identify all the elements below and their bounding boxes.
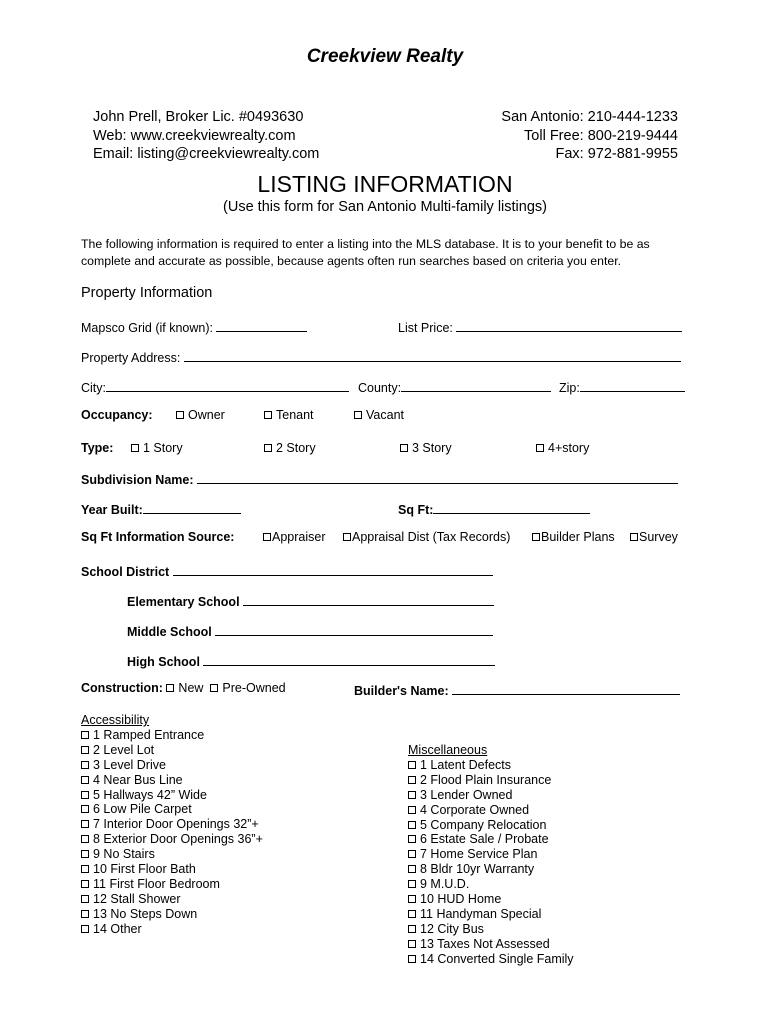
form-subtitle: (Use this form for San Antonio Multi-family listings) [223, 199, 547, 215]
accessibility-item-label: 7 Interior Door Openings 32”+ [93, 817, 259, 832]
accessibility-item-label: 1 Ramped Entrance [93, 727, 205, 742]
builder-name-label: Builder's Name: [354, 684, 449, 698]
high-school-field[interactable] [203, 652, 495, 666]
checkbox-icon[interactable] [81, 925, 89, 933]
occupancy-vacant-option[interactable] [354, 408, 404, 422]
high-school-label: High School [127, 655, 200, 669]
miscellaneous-item-label: 14 Converted Single Family [420, 951, 574, 966]
company-name: Creekview Realty [306, 46, 464, 67]
occupancy-tenant-option[interactable] [264, 408, 314, 422]
address-label: Property Address: [81, 351, 181, 365]
source-appraiser-option[interactable] [263, 530, 326, 544]
type-2-story-label: 2 Story [276, 441, 316, 455]
checkbox-icon[interactable] [408, 821, 416, 829]
miscellaneous-item[interactable] [408, 758, 574, 773]
address-field[interactable] [184, 348, 681, 362]
checkbox-icon[interactable] [343, 533, 351, 541]
miscellaneous-item[interactable] [408, 818, 574, 833]
builder-name-field[interactable] [452, 681, 680, 695]
checkbox-icon[interactable] [81, 910, 89, 918]
checkbox-icon[interactable] [408, 776, 416, 784]
broker-line: John Prell, Broker Lic. #0493630 [93, 109, 304, 125]
checkbox-icon[interactable] [408, 910, 416, 918]
city-row [81, 378, 349, 395]
checkbox-icon[interactable] [536, 444, 544, 452]
miscellaneous-item-label: 1 Latent Defects [420, 757, 512, 772]
high-school-row [127, 652, 495, 669]
occupancy-label: Occupancy: [81, 408, 153, 422]
checkbox-icon[interactable] [408, 835, 416, 843]
construction-preowned-option[interactable] [210, 681, 285, 695]
year-built-label: Year Built: [81, 503, 143, 517]
county-label: County: [358, 381, 402, 395]
mapsco-field[interactable] [216, 318, 307, 332]
accessibility-heading: Accessibility [81, 713, 150, 727]
type-1-story-option[interactable] [131, 441, 183, 455]
construction-label: Construction: [81, 681, 163, 695]
school-district-row [81, 562, 493, 579]
source-appraisal-dist-option[interactable] [343, 530, 510, 544]
accessibility-item[interactable] [81, 728, 263, 743]
accessibility-item-label: 14 Other [93, 921, 142, 936]
miscellaneous-item-label: 4 Corporate Owned [420, 802, 530, 817]
accessibility-item-label: 10 First Floor Bath [93, 862, 196, 877]
checkbox-icon[interactable] [81, 746, 89, 754]
construction-new-option[interactable] [166, 681, 203, 695]
checkbox-icon[interactable] [81, 850, 89, 858]
section-title: Property Information [81, 285, 213, 301]
accessibility-item[interactable] [81, 817, 263, 832]
checkbox-icon[interactable] [81, 805, 89, 813]
accessibility-item[interactable] [81, 847, 263, 862]
miscellaneous-item[interactable] [408, 847, 574, 862]
miscellaneous-item-label: 2 Flood Plain Insurance [420, 772, 552, 787]
accessibility-item-label: 13 No Steps Down [93, 906, 198, 921]
accessibility-item-label: 5 Hallways 42” Wide [93, 787, 207, 802]
checkbox-icon[interactable] [264, 411, 272, 419]
miscellaneous-item[interactable] [408, 788, 574, 803]
miscellaneous-item[interactable] [408, 952, 574, 967]
checkbox-icon[interactable] [81, 835, 89, 843]
accessibility-item[interactable] [81, 892, 263, 907]
miscellaneous-item-label: 9 M.U.D. [420, 877, 470, 892]
miscellaneous-item-label: 6 Estate Sale / Probate [420, 832, 549, 847]
sqft-label: Sq Ft: [398, 503, 434, 517]
type-1-story-label: 1 Story [143, 441, 183, 455]
accessibility-item[interactable] [81, 802, 263, 817]
accessibility-item-label: 9 No Stairs [93, 847, 155, 862]
occupancy-tenant-label: Tenant [276, 408, 314, 422]
checkbox-icon[interactable] [408, 880, 416, 888]
miscellaneous-item[interactable] [408, 803, 574, 818]
mapsco-row [81, 318, 307, 335]
middle-school-row [127, 622, 493, 639]
miscellaneous-item-label: 12 City Bus [420, 921, 484, 936]
accessibility-item-label: 12 Stall Shower [93, 891, 181, 906]
sqft-source-label: Sq Ft Information Source: [81, 530, 235, 544]
construction-new-label: New [178, 681, 204, 695]
type-4plus-story-label: 4+story [548, 441, 590, 455]
web-line: Web: www.creekviewrealty.com [93, 127, 296, 144]
year-built-row [81, 500, 241, 517]
miscellaneous-heading: Miscellaneous [408, 743, 488, 757]
list-price-field[interactable] [456, 318, 682, 332]
checkbox-icon[interactable] [408, 850, 416, 858]
type-4plus-story-option[interactable] [536, 441, 589, 455]
subdivision-label: Subdivision Name: [81, 473, 194, 487]
miscellaneous-item-label: 13 Taxes Not Assessed [420, 936, 550, 951]
broker-contact-info [93, 108, 319, 164]
city-label: City: [81, 381, 106, 395]
checkbox-icon[interactable] [81, 731, 89, 739]
accessibility-item-label: 11 First Floor Bedroom [93, 876, 220, 891]
miscellaneous-list [408, 743, 574, 967]
accessibility-item[interactable] [81, 773, 263, 788]
source-builder-plans-option[interactable] [532, 530, 615, 544]
sqft-field[interactable] [433, 500, 590, 514]
toll-free-phone: Toll Free: 800-219-9444 [524, 127, 678, 144]
source-appraisal-dist-label: Appraisal Dist (Tax Records) [352, 530, 511, 544]
checkbox-icon[interactable] [264, 444, 272, 452]
checkbox-icon[interactable] [166, 684, 174, 692]
accessibility-list [81, 713, 263, 937]
zip-field[interactable] [580, 378, 685, 392]
miscellaneous-item-label: 8 Bldr 10yr Warranty [420, 862, 535, 877]
accessibility-item[interactable] [81, 788, 263, 803]
form-title: LISTING INFORMATION [257, 171, 513, 197]
type-2-story-option[interactable] [264, 441, 316, 455]
checkbox-icon[interactable] [408, 925, 416, 933]
accessibility-item-label: 8 Exterior Door Openings 36”+ [93, 832, 263, 847]
sqft-row [398, 500, 590, 517]
miscellaneous-item-label: 5 Company Relocation [420, 817, 547, 832]
miscellaneous-item[interactable] [408, 922, 574, 937]
accessibility-item-label: 4 Near Bus Line [93, 772, 183, 787]
occupancy-owner-option[interactable] [176, 408, 225, 422]
checkbox-icon[interactable] [408, 955, 416, 963]
checkbox-icon[interactable] [210, 684, 218, 692]
county-row [358, 378, 551, 395]
checkbox-icon[interactable] [354, 411, 362, 419]
checkbox-icon[interactable] [81, 895, 89, 903]
address-row [81, 348, 681, 365]
elementary-school-label: Elementary School [127, 595, 240, 609]
builder-name-row [354, 681, 680, 698]
checkbox-icon[interactable] [400, 444, 408, 452]
checkbox-icon[interactable] [408, 806, 416, 814]
miscellaneous-item[interactable] [408, 892, 574, 907]
checkbox-icon[interactable] [81, 776, 89, 784]
miscellaneous-item[interactable] [408, 877, 574, 892]
checkbox-icon[interactable] [81, 820, 89, 828]
checkbox-icon[interactable] [408, 761, 416, 769]
list-price-label: List Price: [398, 321, 453, 335]
construction-row [81, 681, 286, 695]
checkbox-icon[interactable] [408, 865, 416, 873]
city-field[interactable] [106, 378, 349, 392]
accessibility-item-label: 3 Level Drive [93, 757, 166, 772]
accessibility-item[interactable] [81, 758, 263, 773]
miscellaneous-item-label: 3 Lender Owned [420, 787, 513, 802]
checkbox-icon[interactable] [176, 411, 184, 419]
email-line: Email: listing@creekviewrealty.com [93, 146, 320, 162]
checkbox-icon[interactable] [81, 880, 89, 888]
accessibility-item[interactable] [81, 877, 263, 892]
accessibility-item[interactable] [81, 862, 263, 877]
san-antonio-phone: San Antonio: 210-444-1233 [501, 109, 678, 125]
checkbox-icon[interactable] [408, 940, 416, 948]
school-district-field[interactable] [173, 562, 493, 576]
source-survey-label: Survey [639, 530, 678, 544]
year-built-field[interactable] [143, 500, 241, 514]
miscellaneous-item[interactable] [408, 832, 574, 847]
list-price-row [398, 318, 682, 335]
checkbox-icon[interactable] [81, 791, 89, 799]
miscellaneous-item-label: 10 HUD Home [420, 892, 502, 907]
accessibility-item[interactable] [81, 743, 263, 758]
checkbox-icon[interactable] [131, 444, 139, 452]
checkbox-icon[interactable] [630, 533, 638, 541]
miscellaneous-item[interactable] [408, 862, 574, 877]
type-3-story-option[interactable] [400, 441, 452, 455]
county-field[interactable] [401, 378, 551, 392]
elementary-school-field[interactable] [243, 592, 494, 606]
accessibility-item-label: 2 Level Lot [93, 742, 155, 757]
checkbox-icon[interactable] [263, 533, 271, 541]
type-3-story-label: 3 Story [412, 441, 452, 455]
checkbox-icon[interactable] [408, 895, 416, 903]
zip-label: Zip: [559, 381, 580, 395]
construction-preowned-label: Pre-Owned [222, 681, 286, 695]
miscellaneous-item-label: 7 Home Service Plan [420, 847, 538, 862]
occupancy-vacant-label: Vacant [366, 408, 404, 422]
accessibility-item[interactable] [81, 907, 263, 922]
type-label: Type: [81, 441, 114, 455]
source-appraiser-label: Appraiser [272, 530, 326, 544]
miscellaneous-item[interactable] [408, 937, 574, 952]
source-builder-plans-label: Builder Plans [541, 530, 615, 544]
mapsco-label: Mapsco Grid (if known): [81, 321, 213, 335]
miscellaneous-item[interactable] [408, 773, 574, 788]
school-district-label: School District [81, 565, 170, 579]
source-survey-option[interactable] [630, 530, 678, 544]
checkbox-icon[interactable] [532, 533, 540, 541]
occupancy-owner-label: Owner [188, 408, 225, 422]
accessibility-item[interactable] [81, 922, 263, 937]
checkbox-icon[interactable] [408, 791, 416, 799]
miscellaneous-item[interactable] [408, 907, 574, 922]
phone-contact-info [501, 108, 678, 164]
checkbox-icon[interactable] [81, 865, 89, 873]
accessibility-item[interactable] [81, 832, 263, 847]
checkbox-icon[interactable] [81, 761, 89, 769]
middle-school-field[interactable] [215, 622, 493, 636]
subdivision-field[interactable] [197, 470, 678, 484]
miscellaneous-item-label: 11 Handyman Special [420, 906, 542, 921]
intro-paragraph: The following information is required to enter a listing into the MLS database. It is to your benefit to be as complete and accurate as possible, because agents often run searches based on criteria you enter. [81, 237, 650, 268]
accessibility-item-label: 6 Low Pile Carpet [93, 802, 192, 817]
middle-school-label: Middle School [127, 625, 212, 639]
zip-row [559, 378, 685, 395]
fax-number: Fax: 972-881-9955 [555, 146, 678, 162]
subdivision-row [81, 470, 678, 487]
elementary-school-row [127, 592, 494, 609]
